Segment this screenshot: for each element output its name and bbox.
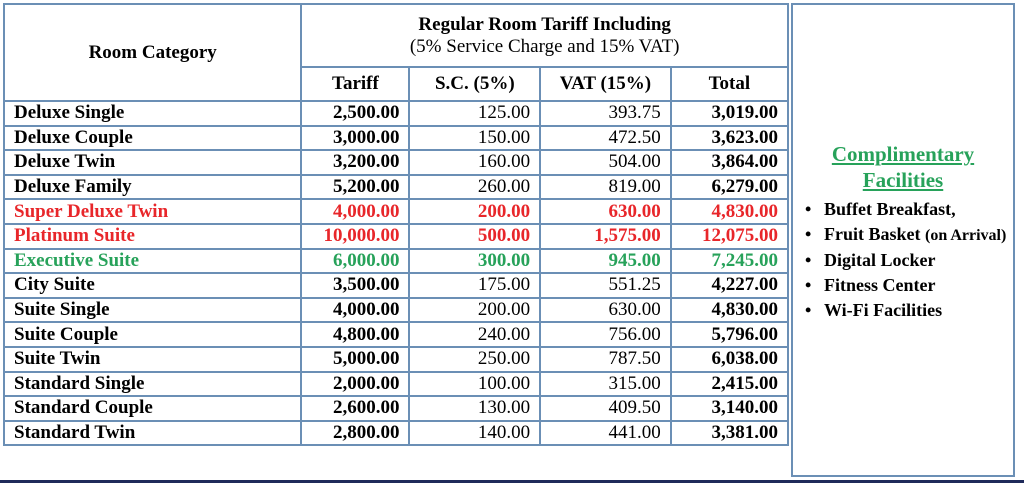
tariff-cell: 3,000.00 [301, 126, 409, 151]
service-charge-cell: 300.00 [409, 249, 540, 274]
total-cell: 2,415.00 [671, 372, 788, 397]
bullet-icon: • [805, 199, 812, 219]
facility-item [805, 273, 1006, 298]
service-charge-cell: 150.00 [409, 126, 540, 151]
table-row [4, 199, 788, 224]
room-category-cell: Suite Single [4, 298, 301, 323]
tariff-table-body [4, 101, 788, 445]
room-category-cell: Deluxe Single [4, 101, 301, 126]
total-cell: 7,245.00 [671, 249, 788, 274]
room-category-cell: Suite Couple [4, 322, 301, 347]
service-charge-cell: 500.00 [409, 224, 540, 249]
service-charge-cell: 175.00 [409, 273, 540, 298]
total-cell: 4,227.00 [671, 273, 788, 298]
bullet-icon: • [805, 300, 812, 320]
service-charge-cell: 125.00 [409, 101, 540, 126]
total-cell: 3,140.00 [671, 396, 788, 421]
total-cell: 3,381.00 [671, 421, 788, 446]
tariff-cell: 3,200.00 [301, 150, 409, 175]
service-charge-cell: 100.00 [409, 372, 540, 397]
room-category-cell: Deluxe Twin [4, 150, 301, 175]
vat-cell: 756.00 [540, 322, 671, 347]
vat-cell: 551.25 [540, 273, 671, 298]
tariff-group-title: Regular Room Tariff Including [418, 13, 671, 35]
vat-cell: 787.50 [540, 347, 671, 372]
tariff-group-header [301, 4, 788, 67]
column-header-vat: VAT (15%) [540, 67, 671, 101]
facility-text: Fruit Basket [824, 224, 921, 244]
table-row [4, 175, 788, 200]
facilities-title-line2: Facilities [862, 168, 944, 192]
room-category-cell: Standard Couple [4, 396, 301, 421]
vat-cell: 409.50 [540, 396, 671, 421]
vat-cell: 504.00 [540, 150, 671, 175]
column-header-tariff: Tariff [301, 67, 409, 101]
tariff-cell: 2,800.00 [301, 421, 409, 446]
facilities-title [793, 141, 1013, 193]
service-charge-cell: 240.00 [409, 322, 540, 347]
table-row [4, 396, 788, 421]
total-cell: 4,830.00 [671, 298, 788, 323]
facility-text: Wi-Fi Facilities [824, 300, 943, 320]
room-category-cell: Platinum Suite [4, 224, 301, 249]
total-cell: 6,038.00 [671, 347, 788, 372]
service-charge-cell: 140.00 [409, 421, 540, 446]
tariff-group-subtitle: (5% Service Charge and 15% VAT) [409, 35, 680, 57]
service-charge-cell: 200.00 [409, 199, 540, 224]
facility-item [805, 248, 1006, 273]
vat-cell: 819.00 [540, 175, 671, 200]
facility-note: (on Arrival) [925, 227, 1007, 244]
table-row [4, 421, 788, 446]
service-charge-cell: 260.00 [409, 175, 540, 200]
total-cell: 3,623.00 [671, 126, 788, 151]
tariff-cell: 10,000.00 [301, 224, 409, 249]
facility-item [805, 298, 1006, 323]
vat-cell: 315.00 [540, 372, 671, 397]
room-category-cell: Suite Twin [4, 347, 301, 372]
table-row [4, 372, 788, 397]
room-category-cell: Deluxe Family [4, 175, 301, 200]
table-row [4, 126, 788, 151]
tariff-cell: 3,500.00 [301, 273, 409, 298]
total-cell: 12,075.00 [671, 224, 788, 249]
facilities-list [805, 197, 1006, 323]
tariff-cell: 4,000.00 [301, 298, 409, 323]
facility-text: Digital Locker [824, 250, 936, 270]
service-charge-cell: 130.00 [409, 396, 540, 421]
total-cell: 3,864.00 [671, 150, 788, 175]
column-header-total: Total [671, 67, 788, 101]
tariff-cell: 5,200.00 [301, 175, 409, 200]
service-charge-cell: 250.00 [409, 347, 540, 372]
facility-item [805, 197, 1006, 222]
service-charge-cell: 200.00 [409, 298, 540, 323]
facilities-title-line1: Complimentary [831, 142, 975, 166]
tariff-cell: 2,000.00 [301, 372, 409, 397]
table-row [4, 224, 788, 249]
table-row [4, 101, 788, 126]
total-cell: 5,796.00 [671, 322, 788, 347]
vat-cell: 630.00 [540, 199, 671, 224]
vat-cell: 630.00 [540, 298, 671, 323]
complimentary-facilities-panel [791, 3, 1015, 477]
vat-cell: 441.00 [540, 421, 671, 446]
column-header-sc: S.C. (5%) [409, 67, 540, 101]
room-category-cell: Deluxe Couple [4, 126, 301, 151]
facility-item [805, 222, 1006, 248]
table-row [4, 249, 788, 274]
total-cell: 6,279.00 [671, 175, 788, 200]
bullet-icon: • [805, 224, 812, 244]
room-tariff-table [3, 3, 789, 446]
bullet-icon: • [805, 250, 812, 270]
service-charge-cell: 160.00 [409, 150, 540, 175]
vat-cell: 945.00 [540, 249, 671, 274]
total-cell: 4,830.00 [671, 199, 788, 224]
room-category-header: Room Category [4, 4, 301, 101]
room-category-cell: Executive Suite [4, 249, 301, 274]
tariff-cell: 4,800.00 [301, 322, 409, 347]
room-category-cell: Standard Twin [4, 421, 301, 446]
bullet-icon: • [805, 275, 812, 295]
table-row [4, 298, 788, 323]
vat-cell: 472.50 [540, 126, 671, 151]
vat-cell: 1,575.00 [540, 224, 671, 249]
room-category-cell: Standard Single [4, 372, 301, 397]
vat-cell: 393.75 [540, 101, 671, 126]
tariff-cell: 4,000.00 [301, 199, 409, 224]
table-row [4, 322, 788, 347]
tariff-cell: 2,600.00 [301, 396, 409, 421]
table-row [4, 273, 788, 298]
total-cell: 3,019.00 [671, 101, 788, 126]
room-category-cell: Super Deluxe Twin [4, 199, 301, 224]
tariff-cell: 6,000.00 [301, 249, 409, 274]
tariff-cell: 5,000.00 [301, 347, 409, 372]
facility-text: Buffet Breakfast, [824, 199, 956, 219]
room-category-cell: City Suite [4, 273, 301, 298]
table-row [4, 347, 788, 372]
facility-text: Fitness Center [824, 275, 936, 295]
table-row [4, 150, 788, 175]
bottom-divider [0, 480, 1024, 483]
tariff-cell: 2,500.00 [301, 101, 409, 126]
